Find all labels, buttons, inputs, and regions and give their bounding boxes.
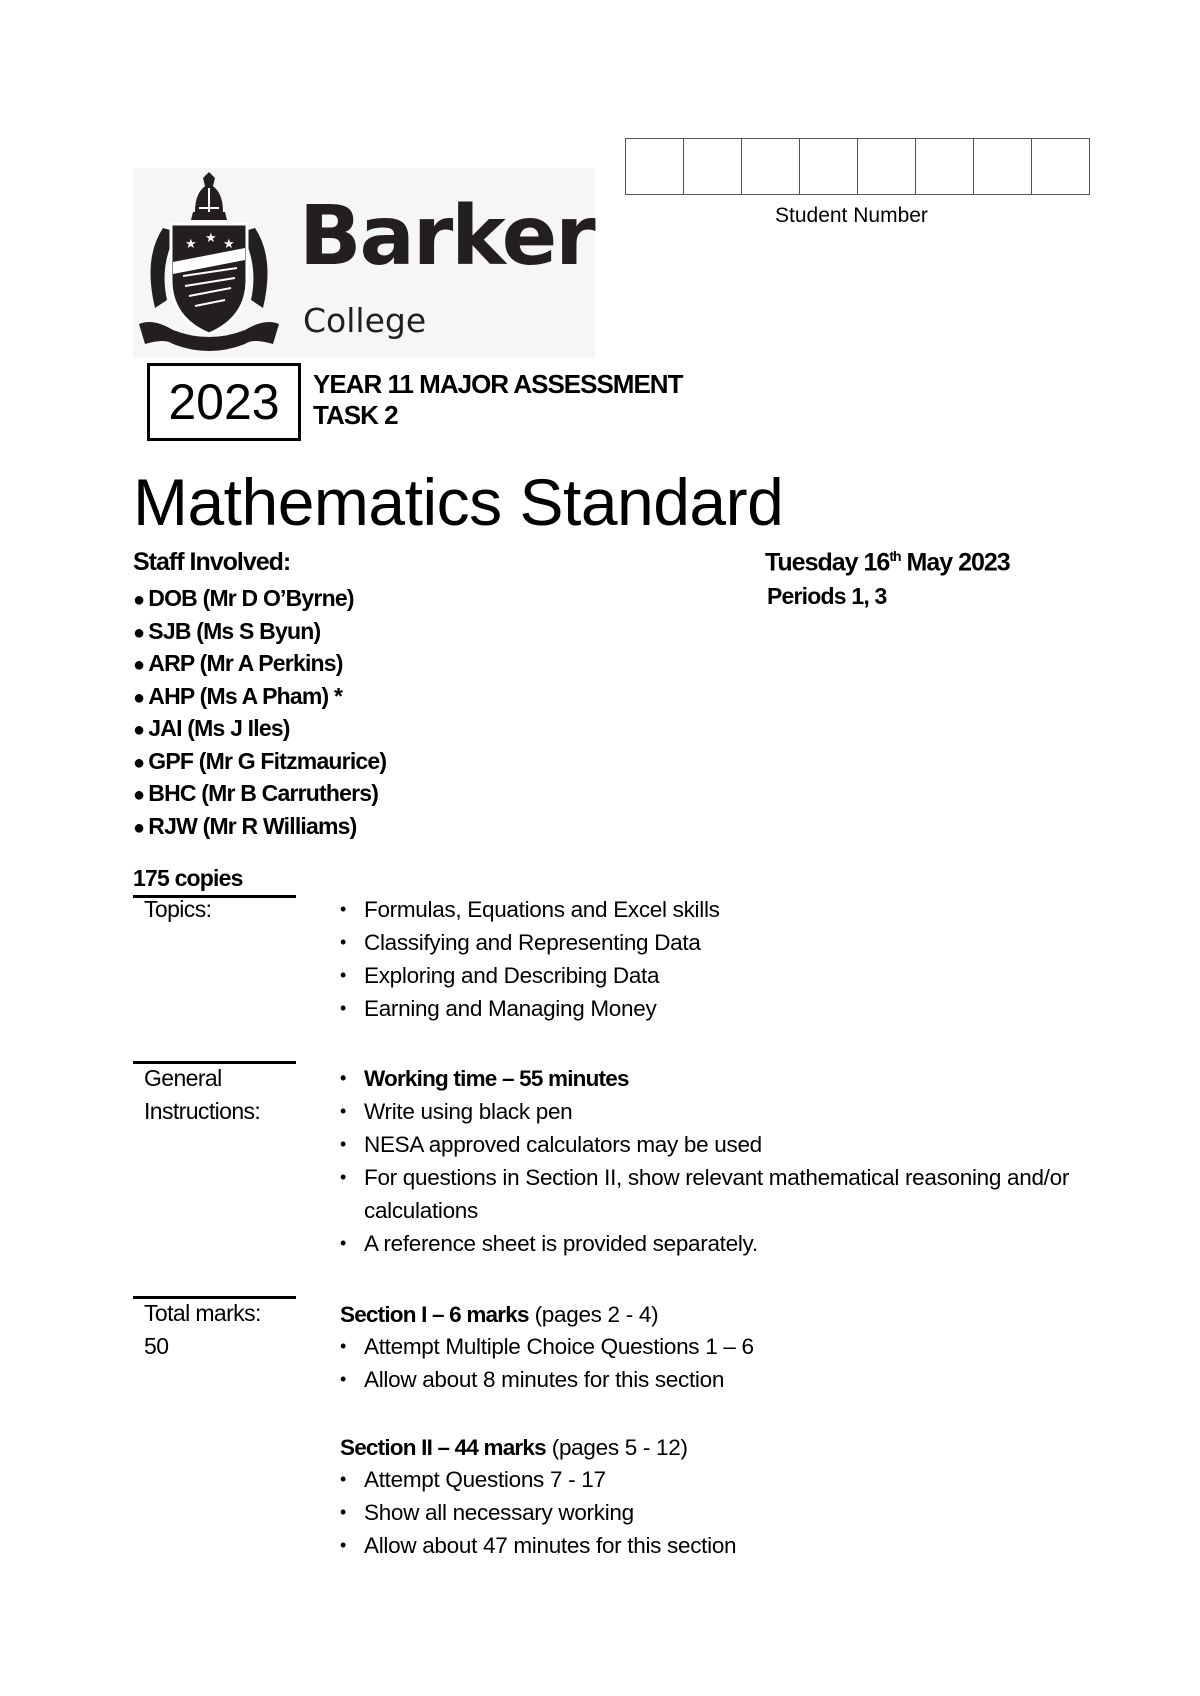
school-logo bbox=[133, 168, 595, 358]
staff-heading: Staff Involved: bbox=[133, 548, 291, 576]
section-2-list bbox=[340, 1463, 1100, 1562]
student-number-box[interactable] bbox=[626, 138, 684, 195]
student-number-label: Student Number bbox=[775, 204, 928, 227]
staff-list bbox=[133, 582, 386, 842]
instructions-label bbox=[144, 1062, 260, 1128]
student-number-box[interactable] bbox=[974, 138, 1032, 195]
topic-item: • Exploring and Describing Data bbox=[340, 959, 1100, 992]
section-2-item: • Allow about 47 minutes for this section bbox=[340, 1529, 1100, 1562]
instructions-label-line-2: Instructions: bbox=[144, 1098, 261, 1124]
date-suffix: th bbox=[889, 548, 901, 564]
section-1-title: Section I – 6 marks bbox=[340, 1302, 529, 1327]
section-2-heading bbox=[340, 1435, 688, 1461]
section-1-pages: (pages 2 - 4) bbox=[528, 1302, 659, 1327]
student-number-box[interactable] bbox=[916, 138, 974, 195]
svg-text:★: ★ bbox=[205, 231, 217, 246]
assessment-line-1: YEAR 11 MAJOR ASSESSMENT bbox=[313, 369, 683, 399]
topics-label: Topics: bbox=[144, 896, 212, 922]
instruction-item: • Write using black pen bbox=[340, 1095, 1100, 1128]
logo-wordmark: Barker bbox=[299, 189, 594, 284]
section-1-list bbox=[340, 1330, 1100, 1396]
section-1-heading bbox=[340, 1302, 658, 1328]
student-number-boxes[interactable] bbox=[625, 138, 1090, 195]
section-2-item: • Attempt Questions 7 - 17 bbox=[340, 1463, 1100, 1496]
section-2-title: Section II – 44 marks bbox=[340, 1435, 546, 1460]
date-day: Tuesday 16 bbox=[765, 548, 890, 577]
student-number-box[interactable] bbox=[742, 138, 800, 195]
svg-text:★: ★ bbox=[223, 237, 235, 252]
topic-item: • Formulas, Equations and Excel skills bbox=[340, 893, 1100, 926]
date-rest: May 2023 bbox=[900, 548, 1010, 577]
crest-icon bbox=[133, 168, 293, 358]
logo-subtitle: College bbox=[303, 301, 427, 340]
student-number-box[interactable] bbox=[858, 138, 916, 195]
staff-member: ● DOB (Mr D O’Byrne) bbox=[133, 582, 386, 615]
instruction-item: • For questions in Section II, show relevant mathematical reasoning and/or calculations bbox=[340, 1161, 1100, 1227]
exam-periods: Periods 1, 3 bbox=[767, 583, 887, 609]
instructions-list bbox=[340, 1062, 1100, 1260]
student-number-box[interactable] bbox=[800, 138, 858, 195]
student-number-box[interactable] bbox=[1032, 138, 1090, 195]
section-1-item: • Allow about 8 minutes for this section bbox=[340, 1363, 1100, 1396]
staff-member: ● ARP (Mr A Perkins) bbox=[133, 647, 386, 680]
staff-member: ● AHP (Ms A Pham) * bbox=[133, 680, 386, 713]
copies-count: 175 copies bbox=[133, 865, 243, 891]
staff-member: ● BHC (Mr B Carruthers) bbox=[133, 777, 386, 810]
year-box: 2023 bbox=[147, 363, 301, 441]
section-2-pages: (pages 5 - 12) bbox=[545, 1435, 688, 1460]
assessment-title bbox=[313, 369, 682, 431]
staff-member: ● RJW (Mr R Williams) bbox=[133, 810, 386, 843]
topic-item: • Earning and Managing Money bbox=[340, 992, 1100, 1025]
staff-member: ● GPF (Mr G Fitzmaurice) bbox=[133, 745, 386, 778]
topics-list bbox=[340, 893, 1100, 1025]
svg-text:★: ★ bbox=[185, 237, 197, 252]
student-number-box[interactable] bbox=[684, 138, 742, 195]
section-2-item: • Show all necessary working bbox=[340, 1496, 1100, 1529]
topic-item: • Classifying and Representing Data bbox=[340, 926, 1100, 959]
marks-label bbox=[144, 1297, 261, 1363]
total-marks-value: 50 bbox=[144, 1333, 169, 1359]
total-marks-label: Total marks: bbox=[144, 1300, 261, 1326]
exam-date bbox=[765, 548, 1010, 577]
page-title: Mathematics Standard bbox=[133, 465, 784, 539]
instruction-item: • NESA approved calculators may be used bbox=[340, 1128, 1100, 1161]
assessment-line-2: TASK 2 bbox=[313, 400, 398, 430]
instruction-item: • Working time – 55 minutes bbox=[340, 1062, 1100, 1095]
staff-member: ● SJB (Ms S Byun) bbox=[133, 615, 386, 648]
instruction-item: • A reference sheet is provided separately. bbox=[340, 1227, 1100, 1260]
section-1-item: • Attempt Multiple Choice Questions 1 – 6 bbox=[340, 1330, 1100, 1363]
instructions-label-line-1: General bbox=[144, 1065, 222, 1091]
staff-member: ● JAI (Ms J Iles) bbox=[133, 712, 386, 745]
